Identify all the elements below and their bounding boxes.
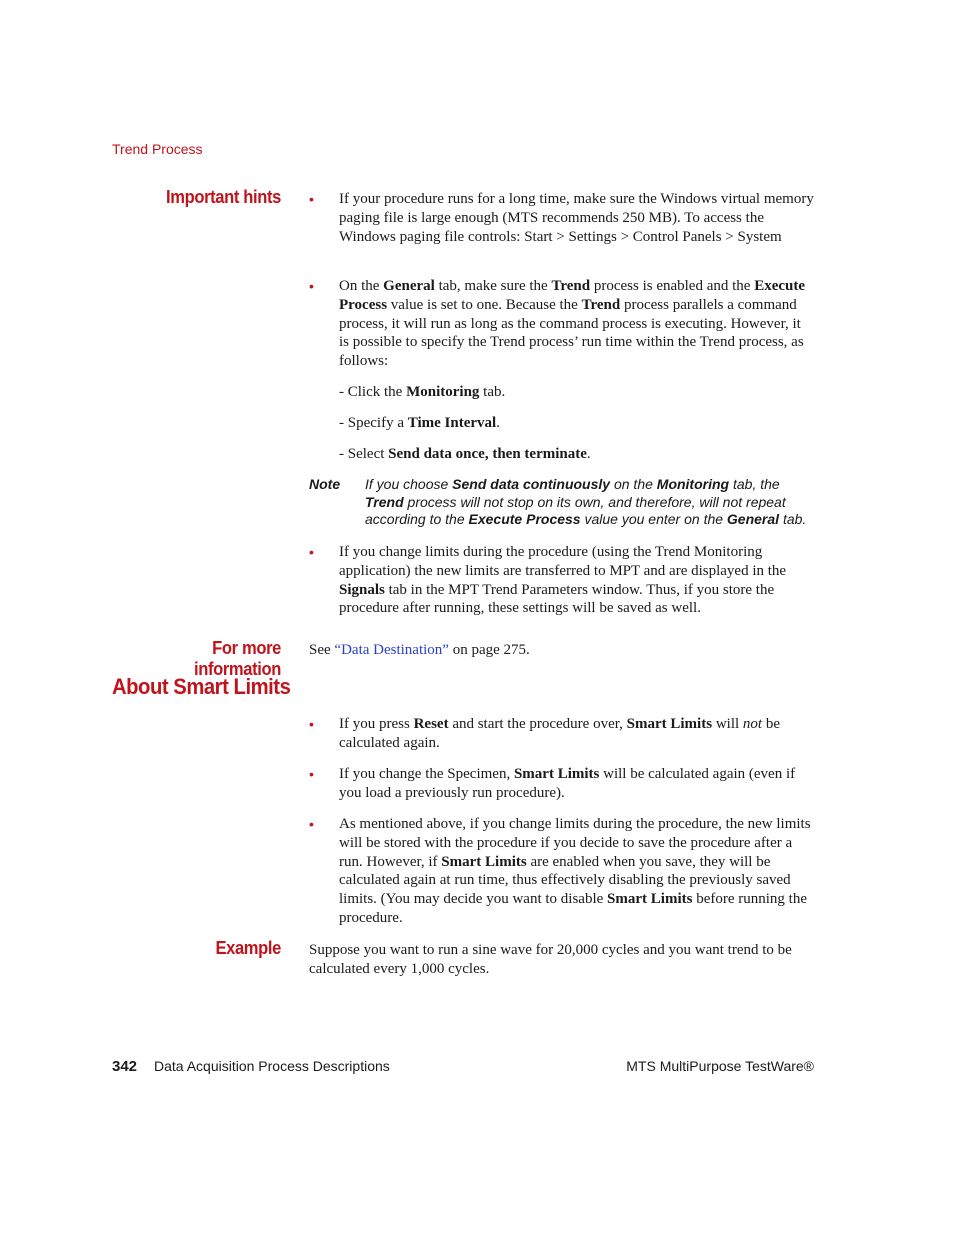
note-label: Note — [309, 476, 341, 492]
list-item — [309, 190, 814, 246]
list-item — [309, 815, 814, 928]
bullet-text: As mentioned above, if you change limits during the procedure, the new limits will be stored with the procedure if you decide to save the procedure after a run. However, if Smart Limits are enabled when you save, they will be calculated again at run time, thus effectively disabling the previously saved limits. (You may decide you want to disable Smart Limits before running the procedure. — [339, 816, 811, 926]
footer-chapter: Data Acquisition Process Descriptions — [154, 1058, 390, 1074]
section-title: About Smart Limits — [112, 674, 291, 699]
bullet-marker: • — [309, 766, 314, 782]
bullet-marker: • — [309, 191, 314, 207]
more-info-text: See “Data Destination” on page 275. — [309, 642, 530, 658]
example-text: Suppose you want to run a sine wave for 20,000 cycles and you want trend to be calculated every 1,000 cycles. — [309, 942, 792, 977]
example-heading: Example — [215, 938, 281, 958]
bullet-text: If you press Reset and start the procedure over, Smart Limits will not be calculated again. — [339, 716, 780, 751]
list-item — [309, 543, 814, 618]
data-destination-link[interactable]: “Data Destination” — [334, 642, 449, 658]
step-click-monitoring: - Click the Monitoring tab. — [339, 384, 506, 400]
bullet-marker: • — [309, 816, 314, 832]
running-head: Trend Process — [112, 141, 203, 157]
bullet-marker: • — [309, 544, 314, 560]
more-info-heading: For more information — [193, 638, 281, 679]
note-body: If you choose Send data continuously on the Monitoring tab, the Trend process will not stop on its own, and therefore, will not repeat according to the Execute Process value you enter on the General tab. — [365, 476, 807, 528]
bullet-text: If your procedure runs for a long time, make sure the Windows virtual memory paging file is large enough (MTS recommends 250 MB). To access the Windows paging file controls: Start > Settings > Control Panels > System — [339, 191, 814, 245]
important-hints-heading: Important hints — [166, 187, 281, 207]
bullet-text: If you change limits during the procedure (using the Trend Monitoring application) the new limits are transferred to MPT and are displayed in the Signals tab in the MPT Trend Parameters window. Thus, if you store the procedure after running, these settings will be saved as well. — [339, 544, 787, 617]
bullet-marker: • — [309, 278, 314, 294]
bullet-marker: • — [309, 716, 314, 732]
list-item — [309, 765, 814, 803]
footer-product: MTS MultiPurpose TestWare® — [626, 1058, 814, 1074]
step-specify-interval: - Specify a Time Interval. — [339, 415, 500, 431]
bullet-text: On the General tab, make sure the Trend process is enabled and the Execute Process value is set to one. Because the Trend process parallels a command process, it will run as long as the command process is executing. However, it is possible to specify the Trend process’ run time within the Trend process, as follows: — [339, 278, 806, 370]
bullet-text: If you change the Specimen, Smart Limits will be calculated again (even if you load a previously run procedure). — [339, 766, 796, 801]
page-number: 342 — [112, 1058, 138, 1075]
list-item — [309, 277, 814, 371]
list-item — [309, 715, 814, 753]
step-select-send-once: - Select Send data once, then terminate. — [339, 446, 591, 462]
